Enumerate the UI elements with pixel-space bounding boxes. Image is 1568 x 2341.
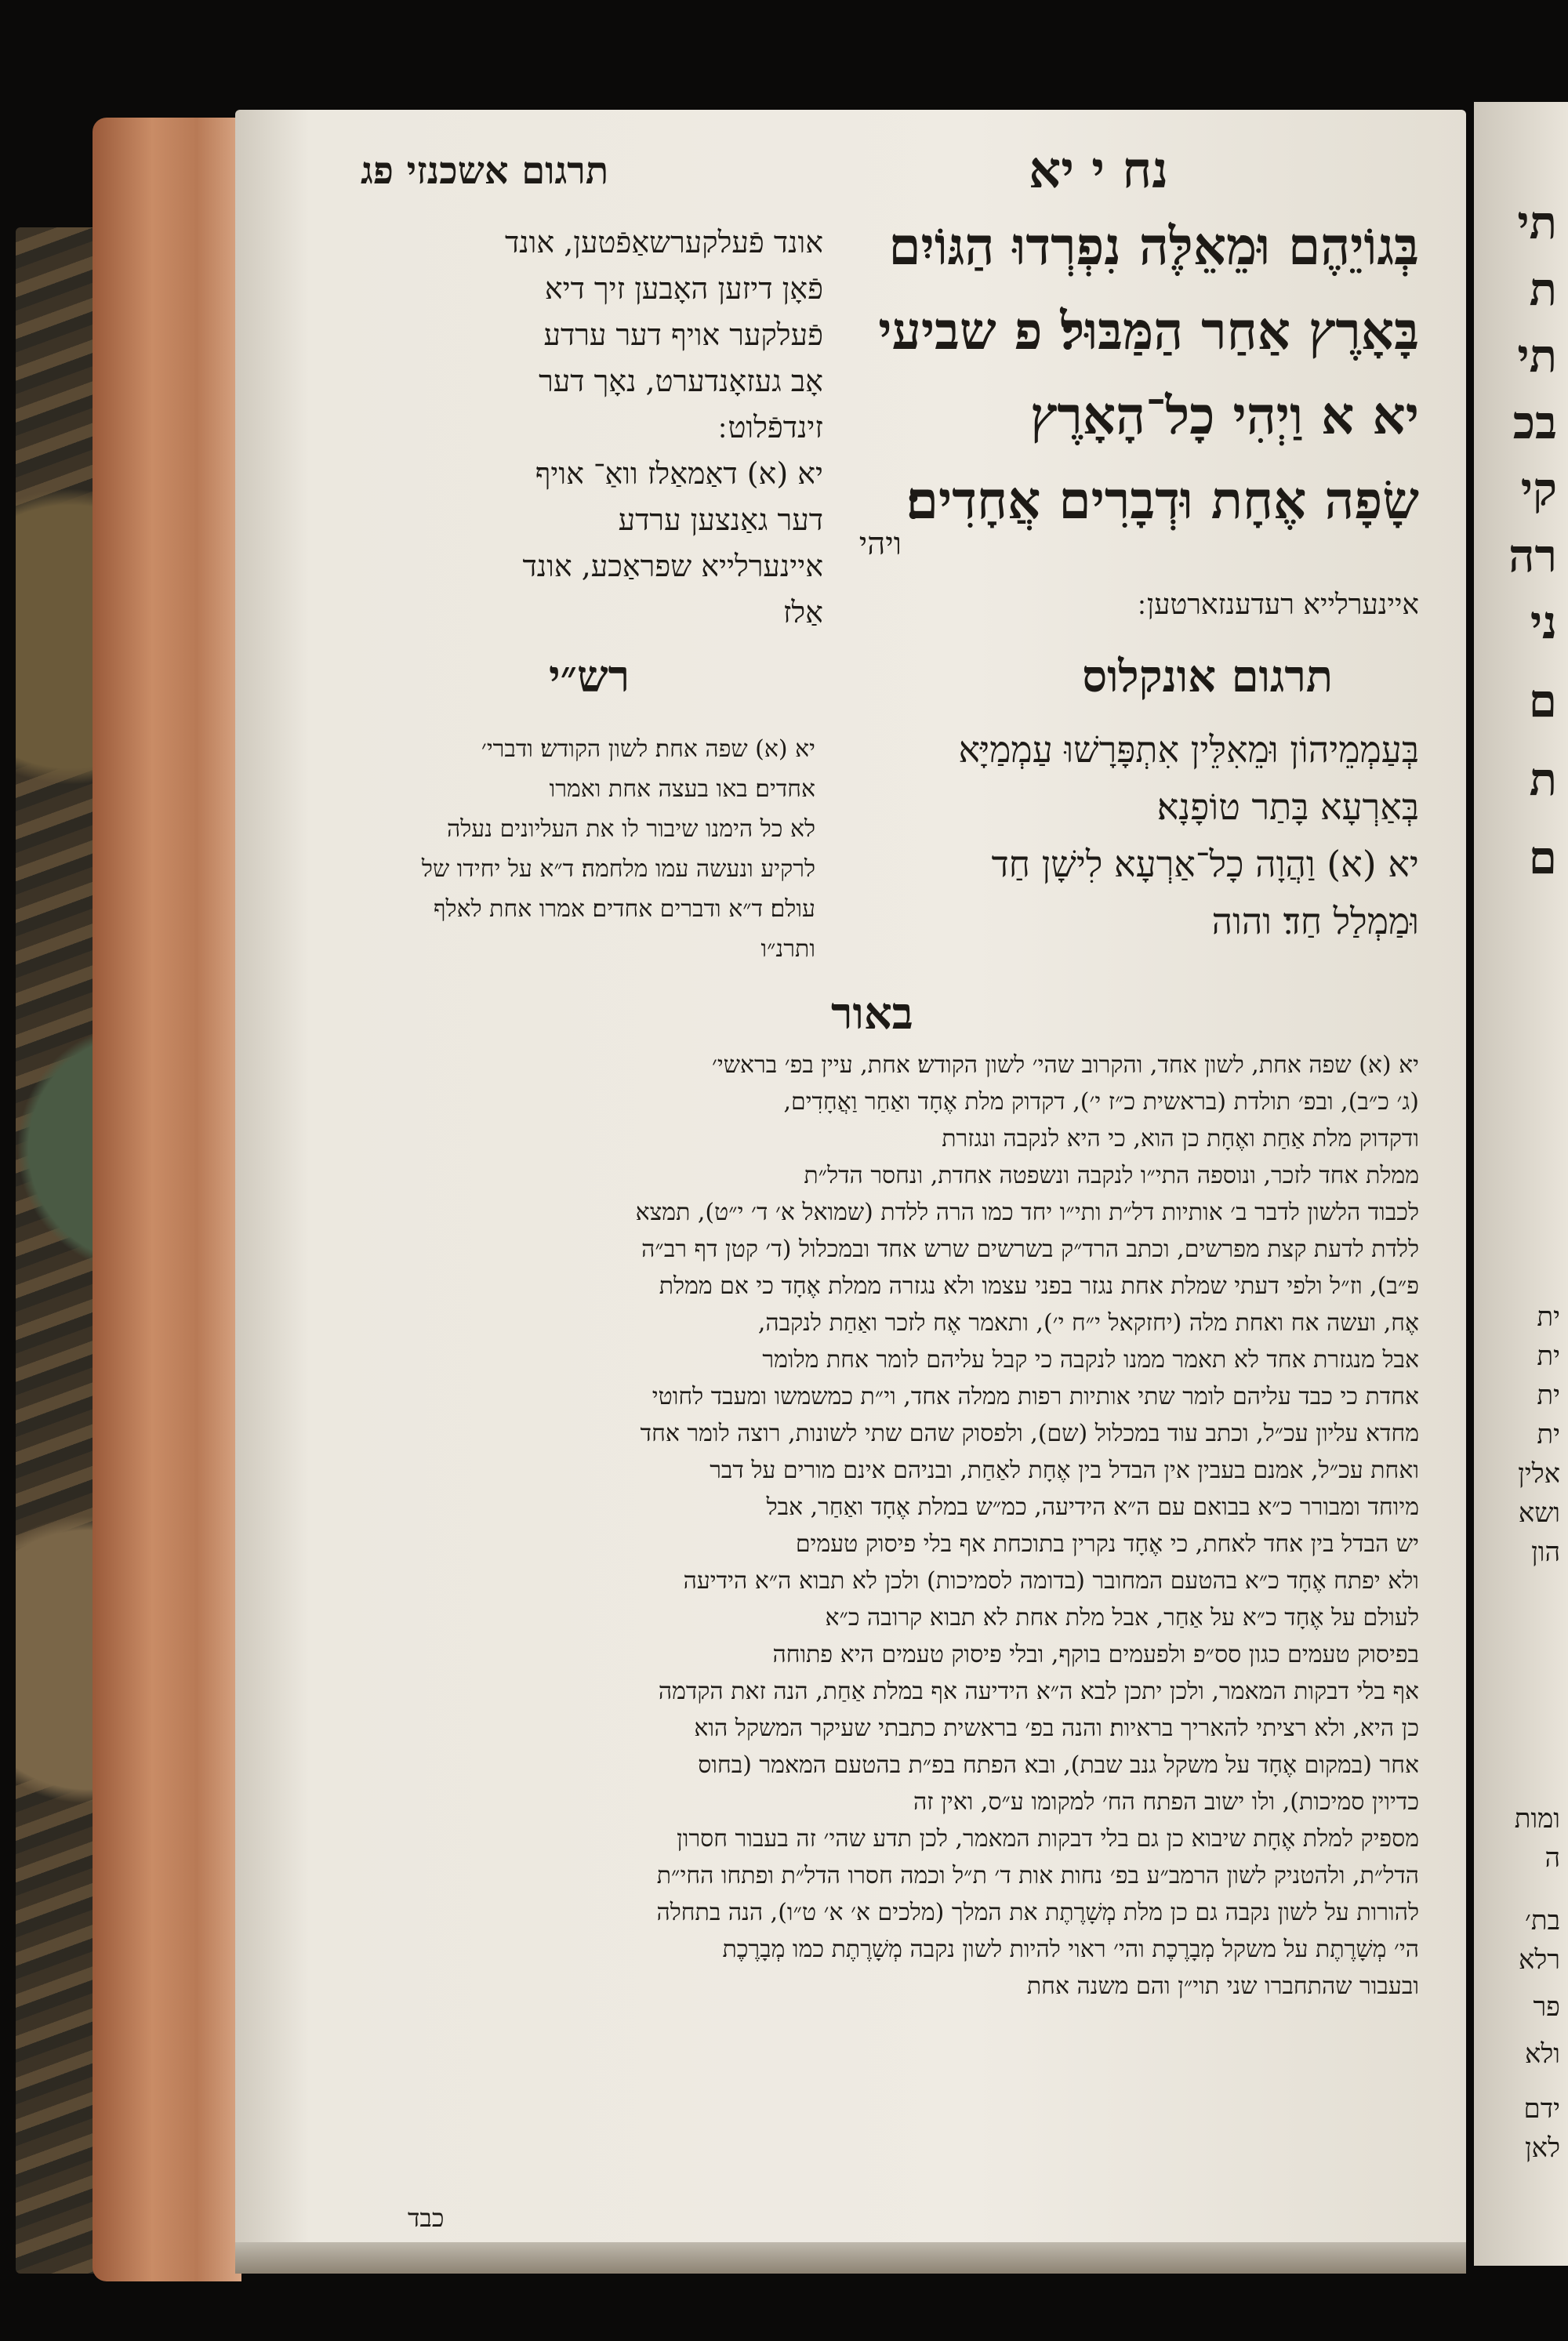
right-page-small-line: ית	[1537, 1341, 1560, 1372]
verse-footer: איינערלייא רעדענזארטען ׃	[1138, 589, 1419, 621]
onkelos-line: בְּעַמְמֵיהוֹן וּמֵאִלֵּין אִתְפָּרָשׁוּ עַמְמַיָּא	[958, 728, 1419, 771]
biur-line: מחדא עליון עכ״ל, וכתב עוד במכלול (שם), ולפסוק שהם שתי לשונות, רוצה לומר אחד	[640, 1420, 1419, 1447]
right-page-small-line: ה	[1544, 1842, 1560, 1874]
verse-line: שָׂפָה אֶחָת וּדְבָרִים אֲחָדִים׃	[906, 470, 1419, 531]
biur-line: אחדת כי כבד עליהם לומר שתי אותיות רפות ממלה אחד, וי״ת כמשמשו ומעבד לחוטי	[652, 1383, 1419, 1410]
rashi-line: אחדים׃ באו בעצה אחת ואמרו	[549, 775, 815, 803]
biur-line: פ״ב), וז״ל ולפי דעתי שמלת אחת נגזר בפני עצמו ולא נגזרה ממלת אֶחָד כי אם ממלת	[659, 1272, 1419, 1300]
translation-line: פֿאָן דיזען האָבען זיך דיא	[544, 271, 823, 306]
right-page-small-line: ושא	[1518, 1497, 1560, 1529]
right-page-line: ני	[1530, 596, 1557, 649]
biur-line: יש הבדל בין אחד לאחת, כי אֶחָד נקרין בתוכחת אף בלי פיסוק טעמים	[795, 1530, 1419, 1558]
right-page-line: ם	[1528, 831, 1557, 884]
onkelos-text	[776, 721, 1419, 950]
biur-line: אבל מנגזרת אחד לא תאמר ממנו לנקבה כי קבל עליהם לומר אחת מלומר	[762, 1346, 1419, 1374]
right-page-small-line: אלין	[1518, 1458, 1560, 1490]
right-page-line: ת	[1529, 753, 1557, 806]
biur-line: הי׳ מְשָׁרֶתֶת על משקל מְבָרֶכֶת והי׳ ראוי להיות לשון נקבה מְשָׁרֶתֶת כמו מְבָרֶכֶת	[722, 1936, 1419, 1963]
biur-line: יא (א) שפה אחת, לשון אחד, והקרוב שהי׳ לשון הקודש׃ אחת, עיין בפ׳ בראשי׳	[711, 1051, 1419, 1079]
biur-line: להורות על לשון נקבה גם כן מלת מְשָׁרֶתֶת את המלך (מלכים א׳ א׳ ט״ו), הנה בתחלה	[656, 1899, 1419, 1926]
biur-line: מיוחד ומבורר כ״א בבואם עם ה״א הידיעה, כמ״ש במלת אֶחָד ואַחַר, אבל	[766, 1494, 1419, 1521]
biur-line: (ג׳ כ״ב), ובפ׳ תולדת (בראשית כ״ז י׳), דקדוק מלת אֶחָד ואַחַר וַאֲחָדִים,	[783, 1088, 1419, 1116]
page-header-left: תרגום אשכנזי פג	[361, 149, 609, 193]
biur-line: מספיק למלת אֶחָת שיבוא כן גם בלי דבקות המאמר, לכן תדע שהי׳ זה בעבור חסרון	[677, 1825, 1419, 1853]
right-page-small-line: ית	[1537, 1380, 1560, 1411]
right-page-small-line: ית	[1537, 1419, 1560, 1450]
right-page-small-line: לאן	[1525, 2132, 1560, 2164]
right-page-line: ם	[1528, 674, 1557, 728]
right-page-small-line: בת׳	[1525, 1905, 1560, 1936]
biur-line: בפיסוק טעמים כגון סס״פ ולפעמים בוקף, ובלי פיסוק טעמים היא פתוחה	[772, 1641, 1419, 1668]
biur-line: אֶח, ועשה אח ואחת מלה (יחזקאל י״ח י׳), ותאמר אֶח לזכר ואַחַת לנקבה,	[757, 1309, 1419, 1337]
biur-line: כדיוין סמיכות), ולו ישוב הפתח הח׳ למקומו ע״ס, ואין זה	[913, 1788, 1419, 1816]
page-header-right: נח י יא	[1029, 141, 1168, 200]
onkelos-line: יא (א) וַהֲוָה כָל־אַרְעָא לִישָׁן חַד	[991, 843, 1419, 885]
translation-line: זינדפֿלוט ׃	[718, 410, 823, 445]
right-page-small-line: פר	[1533, 1991, 1560, 2023]
biur-line: ממלת אחד לזכר, ונוספה התי״ו לנקבה ונשפטה אחדת, ונחסר הדל״ת	[804, 1162, 1419, 1189]
verse-line: בְּגוֹיֵהֶם וּמֵאֵלֶּה נִפְרְדוּ הַגּוֹיִם	[888, 216, 1419, 277]
onkelos-line: בְּאַרְעָא בָּתַר טוֹפָנָא׃	[1156, 786, 1419, 828]
biur-line: ואחת עכ״ל, אמנם בעבין אין הבדל בין אֶחָת לאַחַת, ובניהם אינם מורים על דבר	[710, 1457, 1419, 1484]
verse-catchword: ויהי	[858, 526, 902, 562]
translation-line: אונד פֿעלקערשאַפֿטען, אונד	[504, 225, 823, 260]
rashi-line: ותרנ״ו	[760, 935, 815, 963]
translation-line: דער גאַנצען ערדע	[618, 503, 823, 537]
right-page-small-line: ית	[1537, 1301, 1560, 1333]
page-edges	[93, 118, 241, 2281]
biur-line: אף בלי דבקות המאמר, ולכן יתכן לבא ה״א הידיעה אף במלת אַחַת, הנה זאת הקדמה	[658, 1678, 1419, 1705]
right-page-line: תי	[1517, 329, 1557, 383]
rashi-text	[345, 729, 815, 969]
page-bottom-edge	[235, 2242, 1466, 2274]
translation-line: יא (א) דאַמאַלז וואַ־ אויף	[535, 456, 823, 491]
hebrew-verse	[768, 204, 1419, 543]
biur-line: ובעבור שהתחברו שני תוי״ן והם משנה אחת	[1026, 1973, 1419, 2000]
verse-line: בָּאָרֶץ אַחַר הַמַּבּוּל׃ פ שביעי	[878, 300, 1419, 361]
right-page-small-line: ולא	[1524, 2038, 1560, 2070]
biur-line: ולא יפתח אֶחָד כ״א בהטעם המחובר (בדומה לסמיכות) ולכן לא תבוא ה״א הידיעה	[683, 1567, 1419, 1595]
biur-line: אחר (במקום אֶחָד על משקל גנב שבת), ובא הפתח בפ״ת בהטעם המאמר (בחוס	[698, 1751, 1419, 1779]
right-page-small-line: ידם	[1523, 2093, 1560, 2125]
german-translation	[337, 220, 823, 636]
left-page	[235, 110, 1466, 2258]
right-page-line: בכ	[1512, 396, 1557, 449]
rashi-line: עולם׃ ד״א ודברים אחדים׃ אמרו אחת לאלף	[434, 895, 815, 923]
translation-line: איינערלייא שפראַכע, אונד	[522, 549, 823, 583]
biur-line: לכבוד הלשון לדבר ב׳ אותיות דל״ת ותי״ו יחד כמו הרה ללדת (שמואל א׳ ד׳ י״ט), תמצא	[635, 1199, 1419, 1226]
page-catchword: כבד	[408, 2203, 445, 2233]
biur-line: ללדת לדעת קצת מפרשים, וכתב הרד״ק בשרשים שרש אחד ובמכלול (ד׳ קטן דף רב״ה	[641, 1236, 1419, 1263]
rashi-line: יא (א) שפה אחת׃ לשון הקודש׃ ודברי׳	[481, 735, 815, 763]
biur-line: לעולם על אֶחָד כ״א על אַחַר, אבל מלת אחת לא תבוא קרובה כ״א	[825, 1604, 1419, 1631]
biur-line: ודקדוק מלת אַחַת ואֶחָת כן הוא, כי היא לנקבה ונגזרת	[942, 1125, 1419, 1152]
onkelos-line: וּמַמְלַל חַד׃ והוה	[1211, 900, 1419, 942]
right-page-small-line: הון	[1531, 1537, 1560, 1568]
biur-heading: באור	[831, 988, 913, 1040]
translation-line: פֿעלקער אויף דער ערדע	[543, 318, 823, 352]
right-page-fragment	[1474, 102, 1568, 2266]
biur-line: הדל״ת, ולהטניק לשון הרמב״ע בפ׳ נחות אות ד׳ ת״ל וכמה חסרו הדל״ת ופתחו החי״ת	[656, 1862, 1419, 1889]
rashi-line: לא כל הימנו שיבור לו את העליונים נעלה	[447, 815, 815, 843]
biur-commentary	[337, 1047, 1419, 2005]
translation-line: אָב געזאָנדערט, נאָך דער	[539, 364, 823, 398]
translation-line: אַלז	[782, 595, 823, 630]
right-page-line: רה	[1508, 529, 1557, 583]
right-page-line: קי	[1520, 463, 1557, 516]
onkelos-heading: תרגום אונקלוס	[1082, 651, 1333, 702]
biur-line: כן היא, ולא רציתי להאריך בראיות׃ והנה בפ׳ בראשית כתבתי שעיקר המשקל הוא	[694, 1715, 1419, 1742]
verse-line: יא א וַיְהִי כָל־הָאָרֶץ	[1030, 385, 1419, 446]
right-page-small-line: רלא	[1518, 1944, 1560, 1976]
right-page-small-line: ומות	[1514, 1803, 1560, 1835]
right-page-line: תי	[1517, 196, 1557, 249]
rashi-line: לרקיע ונעשה עמו מלחמה׃ ד״א על יחידו של	[421, 855, 815, 883]
rashi-heading: רש״י	[549, 651, 630, 702]
right-page-line: ת	[1529, 263, 1557, 316]
